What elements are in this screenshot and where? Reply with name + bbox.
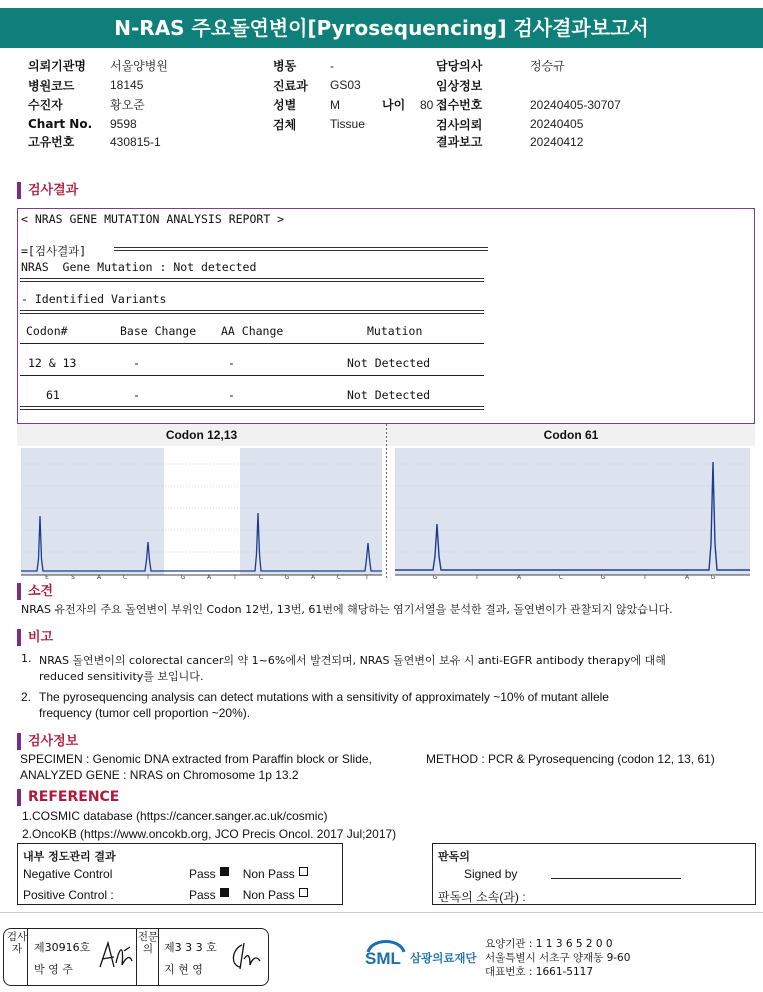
gene-mutation-line: NRAS Gene Mutation : Not detected (21, 260, 257, 274)
qc-label: Negative Control (23, 867, 113, 881)
info-value: GS03 (330, 78, 361, 93)
svg-text:A: A (516, 574, 522, 580)
reference-item: 1.COSMIC database (https://cancer.sanger.ac.uk/cosmic) (22, 809, 328, 823)
shade-region (240, 448, 382, 575)
report-box (17, 208, 755, 424)
double-rule (114, 247, 488, 251)
info-value: 20240412 (530, 134, 584, 149)
qc-nonpass-label: Non Pass (242, 867, 295, 881)
reviewer-label: 전문의 (137, 931, 159, 955)
svg-text:T: T (233, 574, 237, 580)
row-codon: 61 (46, 388, 60, 402)
col-header-base-change: Base Change (120, 324, 197, 338)
row-base-change: - (133, 356, 140, 370)
row-aa-change: - (228, 388, 235, 402)
signature-line (551, 878, 681, 879)
method-text: METHOD : PCR & Pyrosequencing (codon 12, 13, 61) (426, 752, 715, 766)
patient-info-col2 (273, 56, 433, 134)
col-header-codon: Codon# (26, 324, 68, 338)
info-value: Tissue (330, 117, 365, 132)
svg-text:T: T (146, 574, 150, 580)
pyrogram-traces (17, 424, 755, 580)
review-box (432, 843, 756, 905)
institution-name: 삼광의료재단 (410, 951, 477, 965)
reviewer-signature (226, 939, 266, 973)
col-header-aa-change: AA Change (221, 324, 284, 338)
svg-text:C: C (558, 574, 564, 580)
footer-divider (0, 912, 763, 913)
svg-text:G: G (432, 574, 438, 580)
review-affiliation: 판독의 소속(과) : (438, 890, 526, 904)
svg-text:C: C (122, 574, 128, 580)
svg-text:A: A (684, 574, 690, 580)
svg-text:T: T (475, 574, 479, 580)
qc-row (23, 867, 308, 881)
info-value: 18145 (110, 78, 144, 93)
qc-row (23, 888, 308, 902)
inspector-label: 검사자 (6, 931, 28, 955)
svg-text:E: E (45, 574, 49, 580)
info-label: 검사의뢰 (436, 117, 483, 132)
inspector-signature (96, 937, 136, 973)
svg-text:G: G (600, 574, 606, 580)
row-mutation: Not Detected (347, 356, 431, 370)
report-title-line: < NRAS GENE MUTATION ANALYSIS REPORT > (21, 212, 285, 226)
info-label: 고유번호 (28, 135, 75, 150)
pyrogram-right-title: Codon 61 (387, 424, 755, 446)
col-header-mutation: Mutation (367, 324, 423, 338)
qc-pass-label: Pass (189, 888, 216, 902)
info-label: 진료과 (273, 78, 308, 93)
reference-item: 2.OncoKB (https://www.oncokb.org, JCO Precis Oncol. 2017 Jul;2017) (22, 827, 397, 841)
info-value: - (330, 58, 334, 73)
pyrogram-right (395, 448, 750, 580)
double-rule (20, 310, 484, 314)
remark-line: reduced sensitivity를 보입니다. (39, 670, 204, 683)
info-value: 20240405 (530, 117, 584, 132)
info-value: 430815-1 (110, 134, 161, 149)
svg-text:T: T (643, 574, 647, 580)
inspector-license: 제30916호 (34, 941, 91, 954)
info-value: 서울양병원 (110, 59, 168, 74)
info-label: 임상정보 (436, 78, 483, 93)
shade-region (395, 448, 750, 575)
qc-pass-label: Pass (189, 867, 216, 881)
info-label: 담당의사 (436, 59, 483, 74)
nonpass-checkbox-empty (299, 888, 308, 897)
section-test-info-heading: 검사정보 (17, 733, 78, 750)
info-value: 정승규 (530, 59, 565, 74)
row-aa-change: - (228, 356, 235, 370)
double-rule (20, 406, 484, 410)
nonpass-checkbox-empty (299, 867, 308, 876)
info-label: 의뢰기관명 (28, 59, 86, 74)
info-value: 황오준 (110, 98, 145, 113)
pass-checkbox-checked (220, 888, 229, 897)
report-title: N-RAS 주요돌연변이[Pyrosequencing] 검사결과보고서 (0, 8, 763, 48)
signed-by-label: Signed by (464, 867, 518, 881)
double-rule (20, 278, 484, 282)
identified-variants-line: - Identified Variants (21, 292, 167, 306)
section-reference-heading: REFERENCE (17, 789, 119, 806)
svg-text:A: A (310, 574, 316, 580)
patient-info-col3 (436, 56, 621, 152)
pass-checkbox-checked (220, 867, 229, 876)
svg-text:G: G (284, 574, 290, 580)
section-remarks-heading: 비고 (17, 629, 53, 646)
shade-region (21, 448, 164, 575)
svg-text:A: A (96, 574, 102, 580)
info-value: 20240405-30707 (530, 97, 621, 112)
qc-label: Positive Control : (23, 888, 114, 902)
pyrogram-left (21, 448, 382, 580)
specimen-text: SPECIMEN : Genomic DNA extracted from Paraffin block or Slide, (20, 752, 372, 766)
sml-logo: SML (364, 934, 408, 974)
remark-number: 2. (21, 690, 32, 704)
opinion-text: NRAS 유전자의 주요 돌연변이 부위인 Codon 12번, 13번, 61번에 해당하는 염기서열을 분석한 결과, 돌연변이가 관찰되지 않았습니다. (21, 603, 673, 616)
reviewer-name: 지 현 영 (164, 963, 203, 976)
qc-box (17, 843, 343, 905)
info-label: 병동 (273, 59, 297, 74)
info-label: 결과보고 (436, 135, 483, 150)
remark-number: 1. (21, 652, 32, 665)
patient-info-col1 (28, 56, 168, 152)
info-label: 병원코드 (28, 78, 75, 93)
info-label: 검체 (273, 117, 297, 132)
info-label: 성별 (273, 98, 297, 113)
age-label: 나이 (382, 98, 406, 113)
svg-text:A: A (206, 574, 212, 580)
age-value: 80 (420, 97, 434, 112)
info-label: Chart No. (28, 117, 93, 132)
section-result-heading: 검사결과 (17, 182, 78, 199)
pyrogram-left-title: Codon 12,13 (17, 424, 386, 446)
info-label: 접수번호 (436, 98, 483, 113)
row-mutation: Not Detected (347, 388, 431, 402)
remark-line: NRAS 돌연변이의 colorectal cancer의 약 1~6%에서 발견되며, NRAS 돌연변이 보유 시 anti-EGFR antibody therapy에 대해 (39, 654, 666, 667)
qc-title: 내부 정도관리 결과 (23, 850, 116, 863)
row-base-change: - (133, 388, 140, 402)
svg-text:G: G (180, 574, 186, 580)
review-title: 판독의 (438, 850, 470, 863)
institution-address: 서울특별시 서초구 양재동 9-60 (485, 952, 631, 964)
section-opinion-heading: 소견 (17, 583, 53, 600)
svg-text:T: T (365, 574, 369, 580)
svg-text:C: C (336, 574, 342, 580)
blank-region (164, 448, 240, 575)
signature-box (3, 928, 269, 986)
svg-text:S: S (71, 574, 75, 580)
inspector-name: 박 영 주 (34, 963, 73, 976)
row-codon: 12 & 13 (28, 356, 77, 370)
remark-line: The pyrosequencing analysis can detect mutations with a sensitivity of approximately ~10% of mutant allele (39, 690, 609, 704)
reviewer-license: 제3 3 3 호 (164, 941, 217, 954)
result-header-line: =[검사결과] (21, 244, 87, 258)
qc-nonpass-label: Non Pass (242, 888, 295, 902)
svg-text:C: C (258, 574, 264, 580)
institution-phone: 대표번호 : 1661-5117 (485, 966, 594, 978)
single-rule (20, 375, 484, 376)
info-value: 9598 (110, 117, 137, 132)
remark-line: frequency (tumor cell proportion ~20%). (39, 706, 251, 720)
institution-code: 요양기관 : 1 1 3 6 5 2 0 0 (485, 938, 613, 950)
analyzed-gene-text: ANALYZED GENE : NRAS on Chromosome 1p 13.2 (20, 768, 299, 782)
single-rule (20, 343, 484, 344)
pyrogram-panel (17, 424, 755, 580)
info-value: M (330, 97, 340, 112)
svg-text:G: G (710, 574, 716, 580)
info-label: 수진자 (28, 98, 63, 113)
